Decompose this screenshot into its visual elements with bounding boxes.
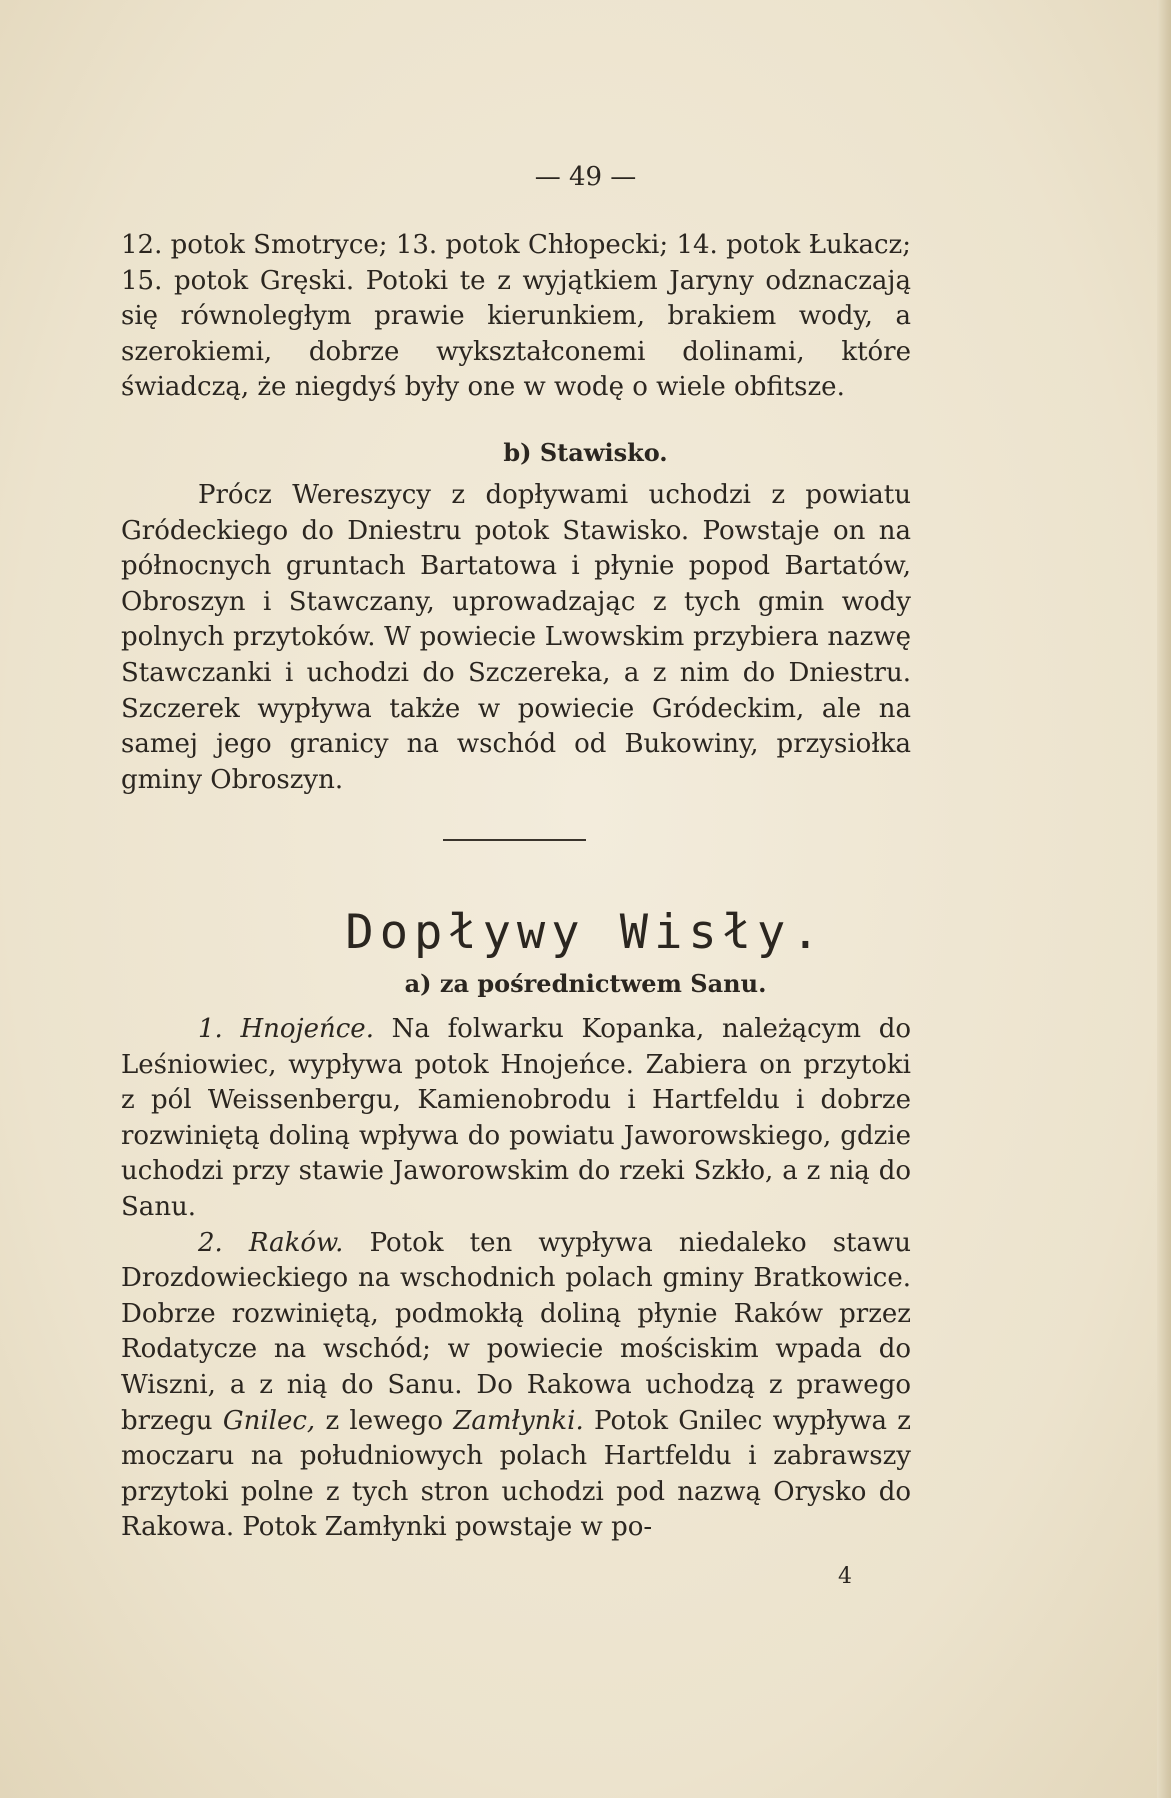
page-edge — [1157, 0, 1171, 1798]
entry-body: Na folwarku Kopanka, należącym do Leśniowiec, wypływa potok Hnojeńce. Zabiera on przytoki z pól Weissenbergu, Kamienobrodu i Hartfeldu i dobrze rozwiniętą doliną wpływa do powiatu Jaworowskiego, gdzie uchodzi przy stawie Jaworowskim do rzeki Szkło, a z nią do Sanu. — [121, 1014, 911, 1222]
section-a-continuation — [121, 228, 911, 406]
entry-body-part: Potok ten wypływa niedaleko stawu Drozdowieckiego na wschodnich polach gminy Bratkowice. Dobrze rozwiniętą, podmokłą doliną płynie Raków przez Rodatycze na wschód; w powiecie mościskim wpada do Wiszni, a z nią do Sanu. Do Rakowa uchodzą z prawego brzegu — [121, 1227, 912, 1436]
section-b-heading: b) Stawisko. — [503, 438, 668, 467]
paragraph: Prócz Wereszycy z dopływami uchodzi z powiatu Gródeckiego do Dniestru potok Stawisko. Powstaje on na północnych gruntach Bartatowa i płynie popod Bartatów, Obroszyn i Stawczany, uprowadzając z tych gmin wody polnych przytoków. W powiecie Lwowskim przybiera nazwę Stawczanki i uchodzi do Szczereka, a z nim do Dniestru. Szczerek wypływa także w powiecie Gródeckim, ale na samej jego granicy na wschód od Bukowiny, przysiołka gminy Obroszyn. — [121, 480, 911, 795]
entries-block — [121, 1012, 911, 1546]
paragraph: 12. potok Smotryce; 13. potok Chłopecki; 14. potok Łukacz; 15. potok Gręski. Potoki te z wyjątkiem Jaryny odznaczają się równoległym prawie kierunkiem, brakiem wody, a szerokiemi, dobrze wykształconemi dolinami, które świadczą, że niegdyś były one w wodę o wiele obfitsze. — [121, 230, 911, 403]
entry-body-part: z lewego — [325, 1405, 444, 1436]
divider-rule — [443, 839, 586, 841]
entry-rakow — [121, 1226, 911, 1546]
entry-title: 1. Hnojeńce. — [198, 1014, 374, 1044]
signature-mark: 4 — [838, 1564, 852, 1589]
page-number: — 49 — — [534, 162, 637, 192]
river-name-gnilec: Gnilec, — [222, 1405, 316, 1436]
entry-title: 2. Raków. — [198, 1227, 344, 1258]
chapter-title: Dopływy Wisły. — [345, 905, 826, 960]
section-b-body — [121, 478, 911, 798]
entry-body-part: Potok Gnilec wypływa z moczaru na południowych polach Hartfeldu i zabrawszy przytoki polne z tych stron uchodzi pod nazwą Orysko do Rakowa. Potok Zamłynki powstaje w po- — [121, 1405, 911, 1543]
river-name-zamlynki: Zamłynki. — [453, 1405, 584, 1436]
subsection-a-heading: a) za pośrednictwem Sanu. — [404, 969, 767, 998]
entry-hnojence — [121, 1012, 911, 1226]
